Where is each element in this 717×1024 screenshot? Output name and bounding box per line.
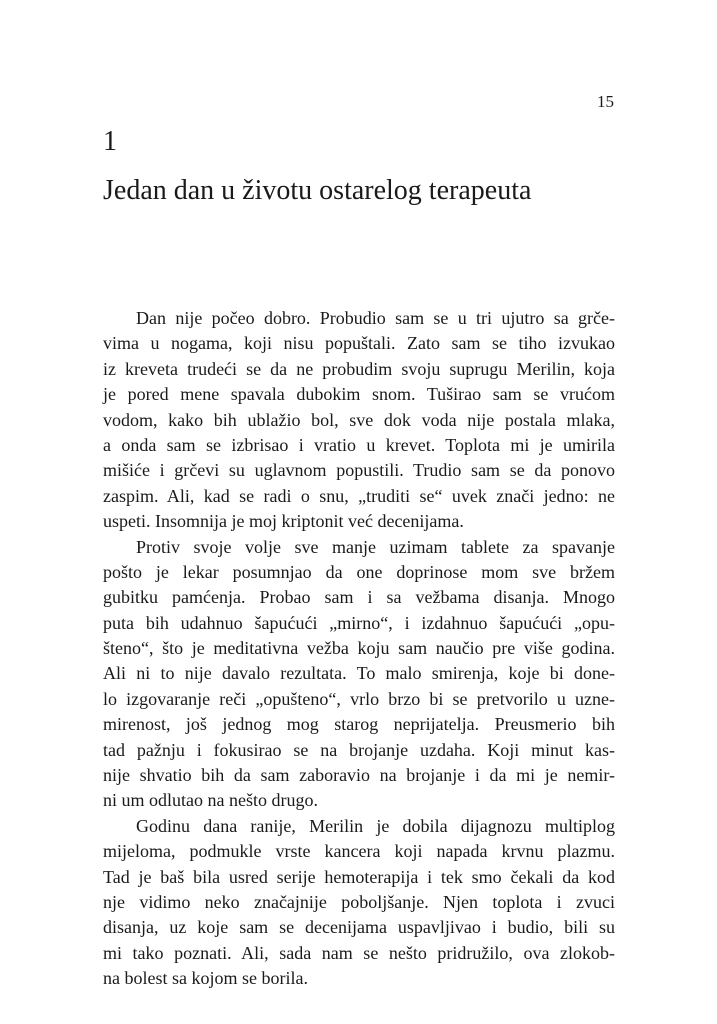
text-line: vima u nogama, koji nisu popuštali. Zato sam se tiho izvukao — [103, 333, 615, 354]
body-text — [103, 306, 615, 992]
text-line: mijeloma, podmukle vrste kancera koji napada krvnu plazmu. — [103, 841, 615, 862]
text-line: Godinu dana ranije, Merilin je dobila dijagnozu multiplog — [136, 815, 615, 836]
chapter-number: 1 — [103, 126, 117, 157]
text-line: Tad je baš bila usred serije hemoterapija i tek smo čekali da kod — [103, 866, 615, 887]
chapter-title: Jedan dan u životu ostarelog terapeuta — [103, 175, 532, 206]
text-line: uspeti. Insomnija je moj kriptonit već decenijama. — [103, 511, 464, 532]
text-line: Dan nije počeo dobro. Probudio sam se u tri ujutro sa grče- — [136, 308, 615, 328]
text-line: nije shvatio bih da sam zaboravio na brojanje i da mi je nemir- — [103, 765, 615, 786]
text-line: mišiće i grčevi su uglavnom popustili. Trudio sam se da ponovo — [103, 460, 615, 481]
text-line: disanja, uz koje sam se decenijama uspavljivao i budio, bili su — [103, 917, 615, 938]
text-line: nje vidimo neko značajnije poboljšanje. Njen toplota i zvuci — [103, 891, 615, 912]
text-line: mi tako poznati. Ali, sada nam se nešto pridružilo, ova zlokob- — [103, 942, 615, 963]
text-line: zaspim. Ali, kad se radi o snu, „truditi se“ uvek znači jedno: ne — [103, 485, 615, 506]
text-line: Ali ni to nije davalo rezultata. To malo smirenja, koje bi done- — [103, 663, 615, 684]
text-line: a onda sam se izbrisao i vratio u krevet. Toplota mi je umirila — [103, 434, 615, 455]
text-line: je pored mene spavala dubokim snom. Tuširao sam se vrućom — [103, 384, 615, 405]
text-line: vodom, kako bih ublažio bol, sve dok voda nije postala mlaka, — [103, 409, 615, 430]
text-line: puta bih udahnuo šapućući „mirno“, i izdahnuo šapućući „opu- — [103, 612, 615, 633]
text-line: na bolest sa kojom se borila. — [103, 968, 308, 989]
text-line: ni um odlutao na nešto drugo. — [103, 790, 318, 811]
text-line: Protiv svoje volje sve manje uzimam tablete za spavanje — [136, 536, 615, 557]
text-line: gubitku pamćenja. Probao sam i sa vežbama disanja. Mnogo — [103, 587, 615, 608]
text-line: pošto je lekar posumnjao da one doprinose mom sve bržem — [103, 561, 615, 582]
page-number: 15 — [597, 92, 614, 111]
text-line: lo izgovaranje reči „opušteno“, vrlo brzo bi se pretvorilo u uzne- — [103, 688, 615, 709]
text-line: iz kreveta trudeći se da ne probudim svoju suprugu Merilin, koja — [103, 358, 615, 379]
text-line: tad pažnju i fokusirao se na brojanje uzdaha. Koji minut kas- — [103, 739, 615, 760]
text-line: šteno“, što je meditativna vežba koju sam naučio pre više godina. — [103, 638, 615, 659]
text-line: mirenost, još jednog mog starog neprijatelja. Preusmerio bih — [103, 714, 615, 735]
